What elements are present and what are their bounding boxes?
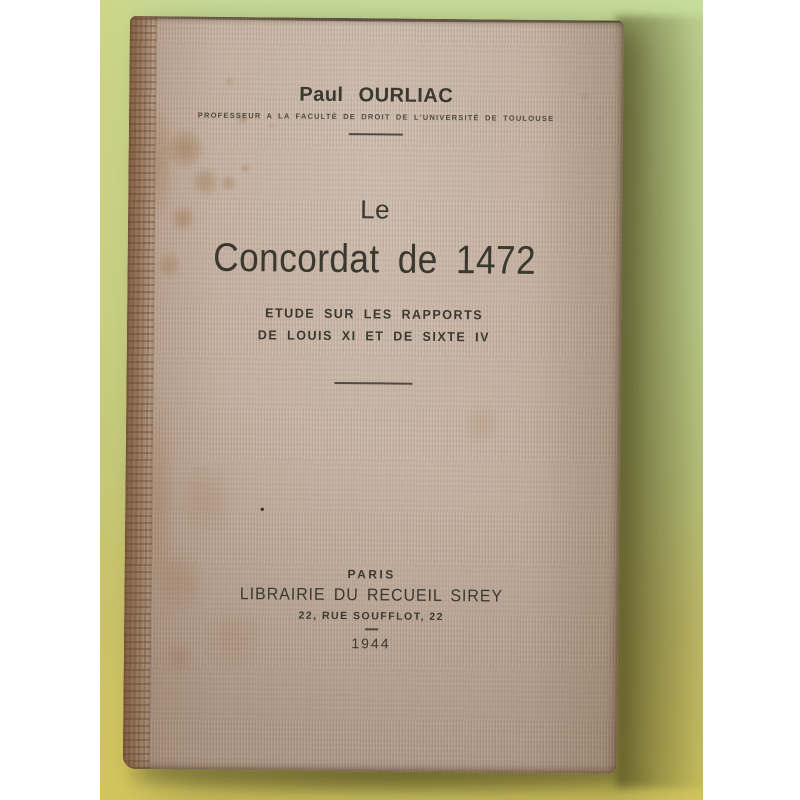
- subtitle-line-1: ETUDE SUR LES RAPPORTS: [265, 305, 484, 323]
- stain-blotch: [269, 122, 275, 128]
- book-title: Concordat de 1472: [213, 235, 537, 283]
- author-affiliation: PROFESSEUR A LA FACULTÉ DE DROIT DE L'UNIVERSITÉ DE TOULOUSE: [197, 110, 555, 124]
- stain-blotch: [183, 455, 228, 545]
- publisher-name: LIBRAIRIE DU RECUEIL SIREY: [239, 584, 504, 606]
- publication-year: 1944: [351, 635, 391, 652]
- stain-blotch: [220, 175, 236, 191]
- book-cast-shadow: [616, 16, 703, 788]
- publisher-address: 22, RUE SOUFFLOT, 22: [298, 609, 445, 624]
- author-name: Paul OURLIAC: [299, 83, 454, 108]
- imprint-city: PARIS: [347, 567, 396, 582]
- divider-rule-middle: [334, 382, 412, 385]
- divider-rule-top: [349, 133, 403, 136]
- book-cover: [123, 16, 624, 774]
- title-article: Le: [360, 194, 391, 225]
- stain-blotch: [158, 546, 199, 616]
- stain-blotch: [240, 163, 249, 173]
- stain-blotch: [466, 401, 496, 447]
- book-top-edge: [132, 16, 621, 24]
- divider-dash: [365, 628, 378, 630]
- stain-blotch: [167, 128, 203, 168]
- ink-speck: [260, 507, 264, 511]
- subtitle-line-2: DE LOUIS XI ET DE SIXTE IV: [257, 327, 491, 345]
- book-photo: [100, 0, 703, 800]
